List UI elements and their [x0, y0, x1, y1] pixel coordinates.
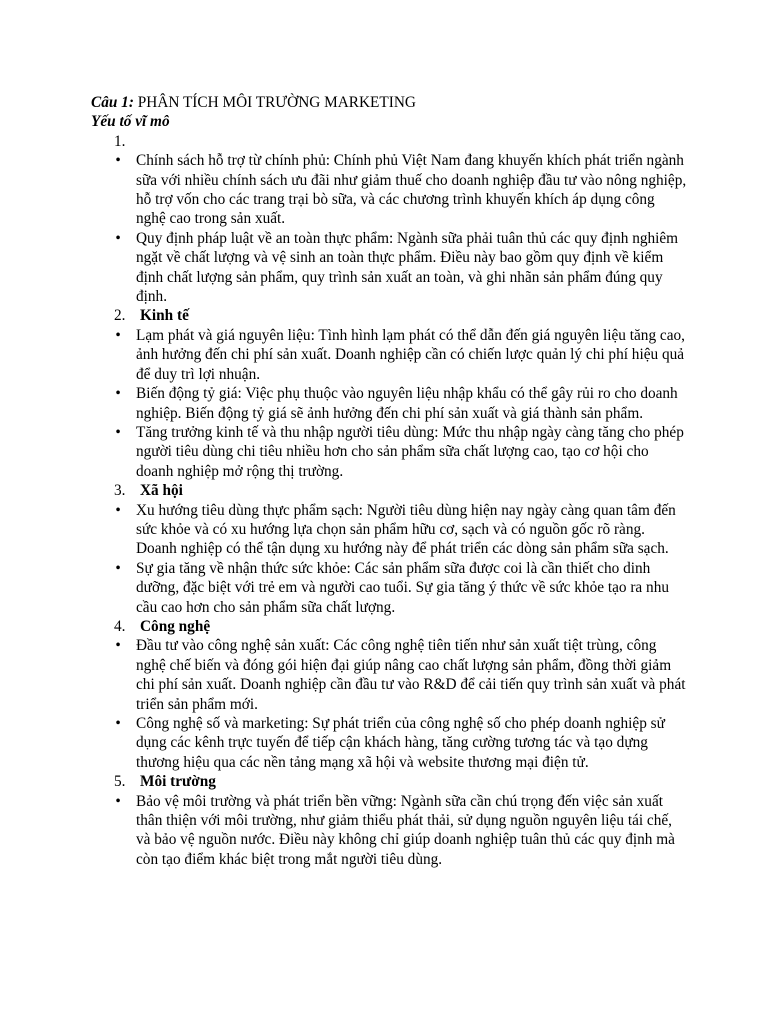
bullet-icon: •	[115, 715, 121, 732]
bullet-icon: •	[115, 385, 121, 403]
section-heading: Công nghệ	[140, 617, 211, 635]
document-title	[91, 93, 688, 112]
section-heading-line	[91, 132, 688, 151]
list-item-text: Quy định pháp luật về an toàn thực phẩm: Ngành sữa phải tuân thủ các quy định nghiêm ngặt về chất lượng và vệ sinh an toàn thực phẩm. Điều này bao gồm quy định về kiểm định chất lượng sản phẩm, quy trình sản xuất an toàn, và ghi nhãn sản phẩm đúng quy định.	[136, 229, 679, 306]
bullet-list	[91, 151, 688, 306]
list-item-text: Lạm phát và giá nguyên liệu: Tình hình lạm phát có thể dẫn đến giá nguyên liệu tăng cao, ảnh hưởng đến chi phí sản xuất. Doanh nghiệp cần có chiến lược quản lý chi phí hiệu quả để duy trì lợi nhuận.	[136, 326, 685, 383]
list-item	[91, 792, 688, 870]
section-4	[91, 617, 688, 772]
section-heading-line	[91, 617, 688, 636]
list-item-text: Biến động tỷ giá: Việc phụ thuộc vào nguyên liệu nhập khẩu có thể gây rủi ro cho doanh nghiệp. Biến động tỷ giá sẽ ảnh hưởng đến chi phí sản xuất và giá thành sản phẩm.	[136, 385, 678, 422]
section-heading: Kinh tế	[140, 307, 189, 325]
bullet-list	[91, 792, 688, 870]
list-item	[91, 326, 688, 384]
bullet-icon: •	[115, 559, 121, 577]
section-3	[91, 481, 688, 617]
section-1	[91, 132, 688, 307]
bullet-icon: •	[115, 152, 121, 170]
list-item	[91, 714, 688, 772]
sections-list	[91, 132, 688, 869]
bullet-list	[91, 501, 688, 617]
bullet-icon: •	[115, 423, 121, 441]
section-heading-line	[91, 481, 688, 500]
list-item-text: Xu hướng tiêu dùng thực phẩm sạch: Người tiêu dùng hiện nay ngày càng quan tâm đến sức khỏe và có xu hướng lựa chọn sản phẩm hữu cơ, sạch và có nguồn gốc rõ ràng. Doanh nghiệp có thể tận dụng xu hướng này để phát triển các dòng sản phẩm sữa sạch.	[136, 501, 676, 558]
bullet-icon: •	[115, 637, 121, 655]
section-number: 3.	[114, 482, 126, 500]
section-heading-line	[91, 772, 688, 791]
bullet-icon: •	[115, 501, 121, 519]
list-item	[91, 501, 688, 559]
list-item-text: Công nghệ số và marketing: Sự phát triển của công nghệ số cho phép doanh nghiệp sử dụng các kênh trực tuyến để tiếp cận khách hàng, tăng cường tương tác và tạo dựng thương hiệu qua các nền tảng mạng xã hội và website thương mại điện tử.	[136, 715, 665, 771]
section-heading-line	[91, 306, 688, 325]
list-item-text: Tăng trưởng kinh tế và thu nhập người tiêu dùng: Mức thu nhập ngày càng tăng cho phép người tiêu dùng chi tiêu nhiều hơn cho sản phẩm sữa chất lượng cao, tạo cơ hội cho doanh nghiệp mở rộng thị trường.	[136, 423, 684, 480]
bullet-list	[91, 326, 688, 481]
section-number: 4.	[114, 617, 126, 635]
list-item	[91, 151, 688, 229]
bullet-icon: •	[115, 229, 121, 247]
section-5	[91, 772, 688, 869]
section-number: 5.	[114, 773, 126, 791]
bullet-list	[91, 636, 688, 772]
list-item	[91, 559, 688, 617]
list-item-text: Đầu tư vào công nghệ sản xuất: Các công nghệ tiên tiến như sản xuất tiệt trùng, công nghệ chế biến và đóng gói hiện đại giúp nâng cao chất lượng sản phẩm, đồng thời giảm chi phí sản xuất. Doanh nghiệp cần đầu tư vào R&D để cải tiến quy trình sản xuất và phát triển sản phẩm mới.	[136, 637, 686, 713]
list-item	[91, 229, 688, 307]
section-heading: Môi trường	[140, 773, 216, 791]
section-subtitle: Yếu tố vĩ mô	[91, 113, 170, 131]
question-title: PHÂN TÍCH MÔI TRƯỜNG MARKETING	[133, 94, 416, 111]
section-number: 2.	[114, 307, 126, 325]
list-item	[91, 636, 688, 714]
list-item-text: Sự gia tăng về nhận thức sức khỏe: Các sản phẩm sữa được coi là cần thiết cho dinh dưỡng, đặc biệt với trẻ em và người cao tuổi. Sự gia tăng ý thức về sức khỏe tạo ra nhu cầu cao hơn cho sản phẩm sữa chất lượng.	[136, 559, 669, 616]
section-number: 1.	[114, 132, 126, 150]
list-item	[91, 384, 688, 423]
list-item-text: Chính sách hỗ trợ từ chính phủ: Chính phủ Việt Nam đang khuyến khích phát triển ngành sữa với nhiều chính sách ưu đãi như giảm thuế cho doanh nghiệp đầu tư vào nông nghiệp, hỗ trợ vốn cho các trang trại bò sữa, và các chương trình khuyến khích áp dụng công nghệ cao trong sản xuất.	[136, 152, 687, 228]
bullet-icon: •	[115, 792, 121, 810]
list-item	[91, 423, 688, 481]
section-2	[91, 306, 688, 481]
list-item-text: Bảo vệ môi trường và phát triển bền vững: Ngành sữa cần chú trọng đến việc sản xuất thân thiện với môi trường, như giảm thiểu phát thải, sử dụng nguồn nguyên liệu tái chế, và bảo vệ nguồn nước. Điều này không chỉ giúp doanh nghiệp tuân thủ các quy định mà còn tạo điểm khác biệt trong mắt người tiêu dùng.	[136, 792, 675, 868]
section-heading: Xã hội	[140, 482, 183, 500]
question-label: Câu 1:	[91, 94, 134, 111]
bullet-icon: •	[115, 326, 121, 344]
